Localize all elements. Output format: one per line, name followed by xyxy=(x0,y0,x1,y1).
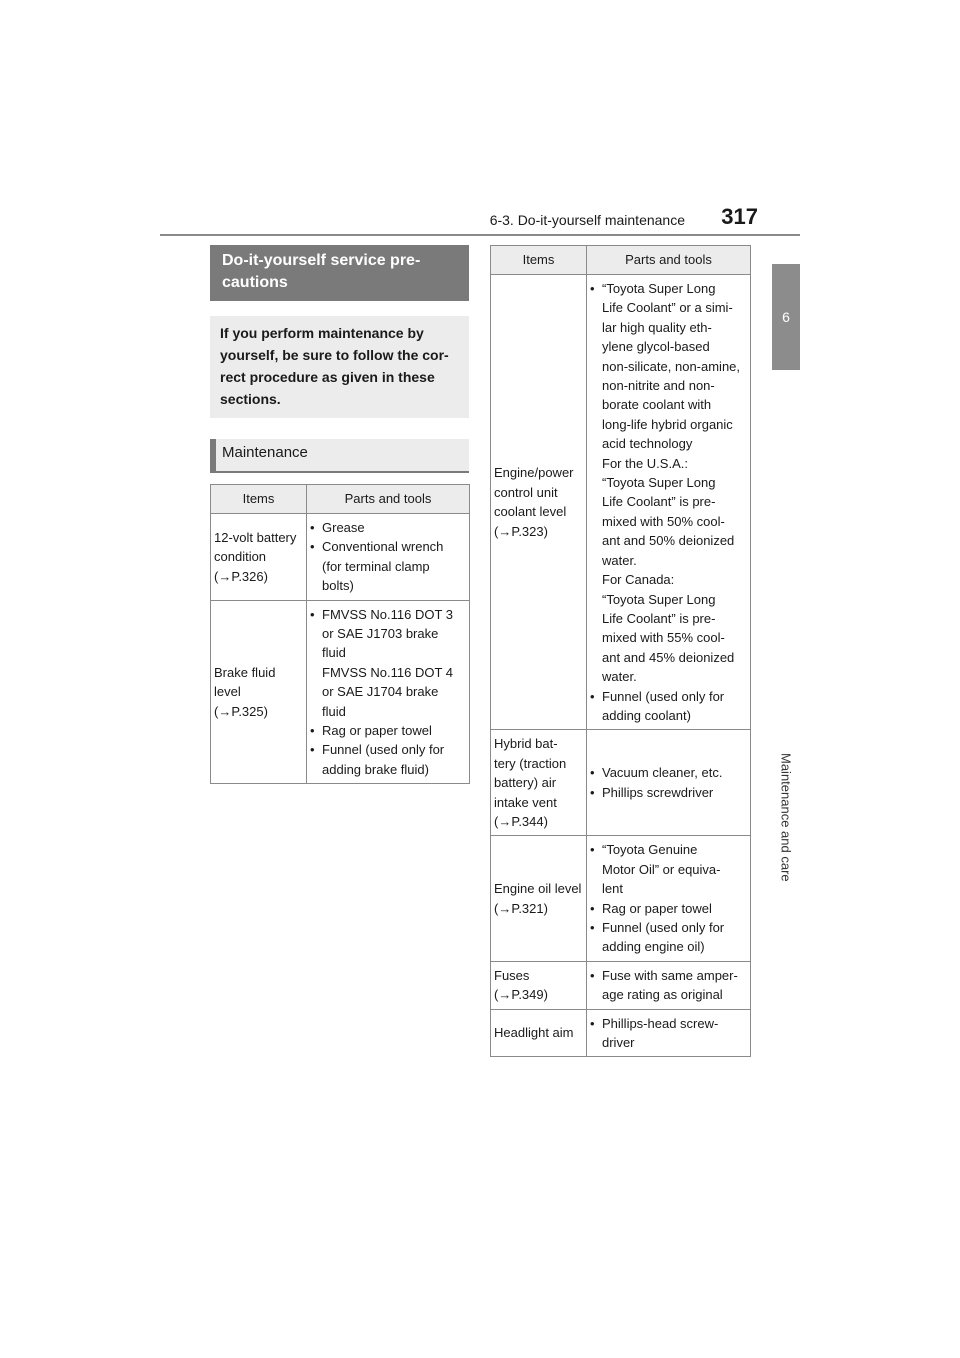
table-row xyxy=(491,275,751,730)
table-row xyxy=(211,600,470,784)
list-item xyxy=(590,966,747,1005)
list-item xyxy=(590,918,747,957)
parts-text: or SAE J1703 brake xyxy=(322,626,439,642)
parts-cell xyxy=(587,730,751,836)
list-item xyxy=(310,740,466,779)
table-row xyxy=(491,836,751,961)
parts-text: mixed with 50% cool- xyxy=(602,513,725,529)
parts-text: lar high quality eth- xyxy=(602,319,712,335)
table-body xyxy=(491,275,751,1057)
maintenance-heading: Maintenance xyxy=(210,439,469,473)
parts-text: fluid xyxy=(322,645,346,661)
parts-text: non-silicate, non-amine, xyxy=(602,358,741,374)
intro-text: If you perform maintenance by yourself, be sure to follow the cor-rect procedure as given in these sections. xyxy=(210,316,469,418)
parts-list xyxy=(310,518,466,596)
parts-text: ylene glycol-based xyxy=(602,339,710,355)
item-text: (→P.321) xyxy=(494,900,548,916)
parts-cell xyxy=(587,836,751,961)
item-cell xyxy=(491,961,587,1009)
parts-text: bolts) xyxy=(322,578,354,594)
parts-text: • Rag or paper towel xyxy=(322,723,432,739)
item-cell xyxy=(491,730,587,836)
parts-text: fluid xyxy=(322,703,346,719)
table-row xyxy=(491,730,751,836)
parts-text: Life Coolant” is pre- xyxy=(602,494,716,510)
parts-text: acid technology xyxy=(602,436,693,452)
parts-text: adding engine oil) xyxy=(602,939,705,955)
parts-text: or SAE J1704 brake xyxy=(322,684,439,700)
parts-text: • Funnel (used only for xyxy=(602,920,725,935)
parts-text: • Conventional wrench xyxy=(322,539,444,555)
parts-text: driver xyxy=(602,1035,635,1051)
list-item xyxy=(590,687,747,726)
item-text: (→P.323) xyxy=(494,523,548,539)
parts-text: For Canada: xyxy=(602,572,675,588)
list-item xyxy=(590,840,747,898)
parts-text: • Fuse with same amper- xyxy=(602,967,738,983)
item-cell xyxy=(491,275,587,730)
parts-list xyxy=(590,840,747,956)
item-text: tery (traction xyxy=(494,755,567,771)
parts-text: • “Toyota Genuine xyxy=(602,842,698,858)
list-item xyxy=(590,783,747,802)
parts-text: • “Toyota Super Long xyxy=(602,281,716,296)
item-text: Engine oil level xyxy=(494,881,582,897)
parts-text: age rating as original xyxy=(602,987,723,1003)
parts-list xyxy=(590,763,747,802)
list-item xyxy=(310,605,466,721)
item-text: Headlight aim xyxy=(494,1025,574,1041)
parts-text: adding coolant) xyxy=(602,707,691,723)
parts-text: • Grease xyxy=(322,520,365,535)
item-text: Brake fluid xyxy=(214,664,276,680)
parts-text: • Funnel (used only for xyxy=(602,688,725,704)
parts-cell xyxy=(587,961,751,1009)
item-text: (→P.326) xyxy=(214,568,268,584)
parts-text: For the U.S.A.: xyxy=(602,455,688,471)
item-text: 12-volt battery xyxy=(214,529,297,545)
table-row xyxy=(491,961,751,1009)
item-text: (→P.325) xyxy=(214,703,268,719)
parts-cell xyxy=(587,1009,751,1057)
parts-text: Life Coolant” is pre- xyxy=(602,610,716,626)
parts-text: • Vacuum cleaner, etc. xyxy=(602,765,723,781)
maintenance-table-right xyxy=(490,245,751,1057)
list-item xyxy=(590,763,747,782)
parts-text: • Funnel (used only for xyxy=(322,742,445,758)
item-text: coolant level xyxy=(494,504,567,520)
parts-text: • Phillips-head screw- xyxy=(602,1015,719,1031)
parts-cell xyxy=(587,275,751,730)
chapter-tab xyxy=(772,264,800,370)
parts-text: water. xyxy=(602,669,637,685)
parts-text: Life Coolant” or a simi- xyxy=(602,300,733,316)
left-column xyxy=(210,245,469,784)
item-text: control unit xyxy=(494,484,558,500)
parts-text: • FMVSS No.116 DOT 3 xyxy=(322,606,454,622)
item-cell xyxy=(211,514,307,601)
list-item xyxy=(310,721,466,740)
item-text: level xyxy=(214,684,241,700)
parts-text: Motor Oil” or equiva- xyxy=(602,861,721,877)
item-text: Fuses xyxy=(494,967,530,983)
list-item xyxy=(590,899,747,918)
parts-text: “Toyota Super Long xyxy=(602,475,716,491)
parts-text: FMVSS No.116 DOT 4 xyxy=(322,664,454,680)
parts-text: mixed with 55% cool- xyxy=(602,630,725,646)
parts-text: long-life hybrid organic xyxy=(602,416,733,432)
table-row xyxy=(491,1009,751,1057)
parts-text: ant and 45% deionized xyxy=(602,649,735,665)
table-header-row xyxy=(211,485,470,514)
page-header xyxy=(160,204,800,236)
item-text: Engine/power xyxy=(494,465,574,481)
parts-list xyxy=(590,1014,747,1053)
item-cell xyxy=(491,836,587,961)
item-text: Hybrid bat- xyxy=(494,736,558,752)
chapter-title-vertical xyxy=(772,745,800,890)
item-text: (→P.349) xyxy=(494,987,548,1003)
list-item xyxy=(590,279,747,687)
page-number: 317 xyxy=(721,204,758,229)
parts-text: • Phillips screwdriver xyxy=(602,784,714,800)
parts-text: non-nitrite and non- xyxy=(602,378,715,394)
parts-list xyxy=(590,279,747,725)
list-item xyxy=(590,1014,747,1053)
section-heading: Do-it-yourself service pre-cautions xyxy=(210,245,469,301)
parts-list xyxy=(590,966,747,1005)
chapter-number: 6 xyxy=(782,309,790,325)
header-parts: Parts and tools xyxy=(587,246,751,275)
table-header-row xyxy=(491,246,751,275)
list-item xyxy=(310,518,466,537)
section-title: 6-3. Do-it-yourself maintenance xyxy=(489,212,685,228)
item-text: condition xyxy=(214,549,267,565)
parts-text: “Toyota Super Long xyxy=(602,591,716,607)
parts-text: (for terminal clamp xyxy=(322,558,430,574)
header-items: Items xyxy=(211,485,307,514)
maintenance-table-left xyxy=(210,484,470,784)
item-text: battery) air xyxy=(494,775,557,791)
list-item xyxy=(310,537,466,595)
parts-text: borate coolant with xyxy=(602,397,712,413)
header-items: Items xyxy=(491,246,587,275)
parts-text: adding brake fluid) xyxy=(322,761,429,777)
table-body xyxy=(211,514,470,784)
parts-text: lent xyxy=(602,881,623,897)
item-cell xyxy=(491,1009,587,1057)
parts-text: water. xyxy=(602,552,637,568)
parts-text: • Rag or paper towel xyxy=(602,900,712,916)
parts-text: ant and 50% deionized xyxy=(602,533,735,549)
header-parts: Parts and tools xyxy=(307,485,470,514)
item-text: (→P.344) xyxy=(494,813,548,829)
item-text: intake vent xyxy=(494,794,557,810)
parts-list xyxy=(310,605,466,780)
parts-cell xyxy=(307,600,470,784)
parts-cell xyxy=(307,514,470,601)
table-row xyxy=(211,514,470,601)
item-cell xyxy=(211,600,307,784)
chapter-title: Maintenance and care xyxy=(778,753,794,882)
